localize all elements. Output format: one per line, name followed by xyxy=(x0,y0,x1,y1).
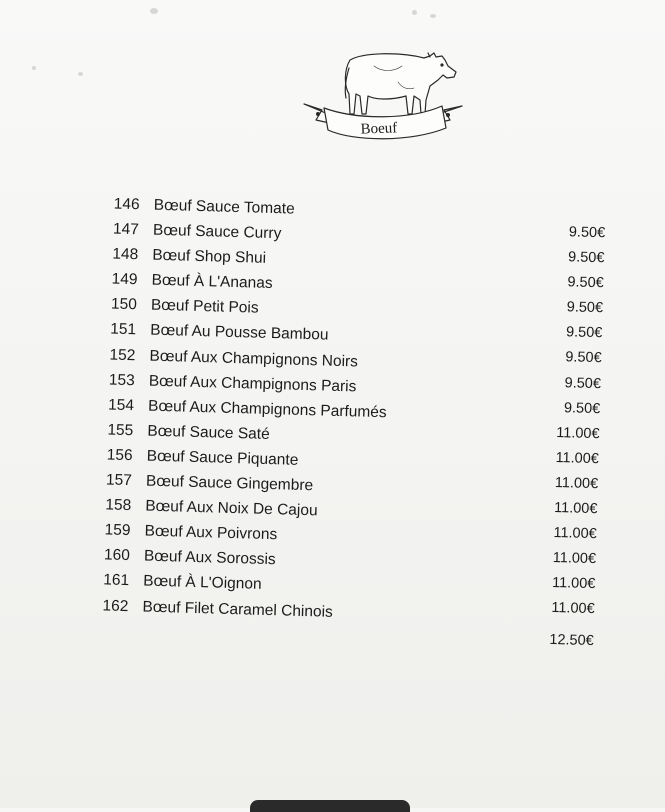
item-price: 9.50€ xyxy=(563,399,601,417)
item-price: 11.00€ xyxy=(552,550,597,568)
paper-speck xyxy=(32,66,36,70)
paper-speck xyxy=(150,8,158,14)
item-number: 154 xyxy=(107,396,135,414)
item-name: Bœuf Aux Noix De Cajou xyxy=(145,497,318,520)
item-number: 148 xyxy=(112,245,139,264)
item-price: 11.00€ xyxy=(554,474,599,493)
item-number: 158 xyxy=(105,496,132,515)
item-name: Bœuf Sauce Saté xyxy=(147,422,270,443)
menu-list xyxy=(82,195,614,649)
item-name: Bœuf Aux Champignons Paris xyxy=(148,372,357,396)
item-name: Bœuf Sauce Gingembre xyxy=(145,472,314,495)
bottom-edge-shadow xyxy=(250,800,410,812)
item-name: Bœuf Sauce Tomate xyxy=(153,196,295,218)
paper-speck xyxy=(430,14,436,18)
item-name: Bœuf Petit Pois xyxy=(150,297,259,318)
item-price: 11.00€ xyxy=(553,525,597,543)
item-number: 146 xyxy=(113,195,140,214)
item-name: Bœuf À L'Ananas xyxy=(151,271,273,293)
cow-icon xyxy=(345,53,456,114)
item-price: 11.00€ xyxy=(551,575,596,593)
item-price: 9.50€ xyxy=(567,274,604,292)
item-number: 156 xyxy=(106,446,133,465)
item-name: Bœuf Aux Sorossis xyxy=(143,547,276,569)
item-price: 9.50€ xyxy=(565,324,603,342)
item-name: Bœuf Aux Champignons Noirs xyxy=(149,347,359,370)
item-price: 9.50€ xyxy=(564,374,602,392)
item-number: 159 xyxy=(104,521,131,540)
item-number: 152 xyxy=(109,346,136,364)
item-price: 11.00€ xyxy=(556,424,600,442)
item-price: 9.50€ xyxy=(567,249,605,267)
item-price: 11.00€ xyxy=(553,500,598,518)
item-name: Bœuf Filet Caramel Chinois xyxy=(142,598,334,621)
item-price: 9.50€ xyxy=(568,224,606,242)
item-price: 11.00€ xyxy=(555,449,600,468)
item-name: Bœuf Aux Champignons Parfumés xyxy=(147,397,387,422)
item-number: 153 xyxy=(108,371,135,389)
item-number: 155 xyxy=(107,421,134,440)
item-name: Bœuf Aux Poivrons xyxy=(144,522,278,544)
paper-speck xyxy=(412,10,417,15)
item-number: 149 xyxy=(111,270,138,289)
item-name: Bœuf Shop Shui xyxy=(152,246,267,268)
item-number: 150 xyxy=(110,295,138,314)
item-number: 147 xyxy=(112,220,140,239)
item-name: Bœuf Sauce Piquante xyxy=(146,447,299,469)
item-price: 11.00€ xyxy=(551,600,595,618)
section-title: Boeuf xyxy=(360,120,398,138)
item-number: 162 xyxy=(102,596,129,615)
item-name: Bœuf À L'Oignon xyxy=(142,572,262,594)
item-number: 151 xyxy=(110,320,137,339)
item-price: 9.50€ xyxy=(566,299,604,317)
item-number: 157 xyxy=(105,471,133,490)
item-number: 161 xyxy=(103,571,130,590)
paper-speck xyxy=(78,72,83,76)
item-price: 12.50€ xyxy=(549,631,594,649)
item-name: Bœuf Au Pousse Bambou xyxy=(149,322,329,345)
item-name: Bœuf Sauce Curry xyxy=(152,221,282,243)
item-number: 160 xyxy=(103,546,131,565)
item-price: 9.50€ xyxy=(565,349,602,367)
